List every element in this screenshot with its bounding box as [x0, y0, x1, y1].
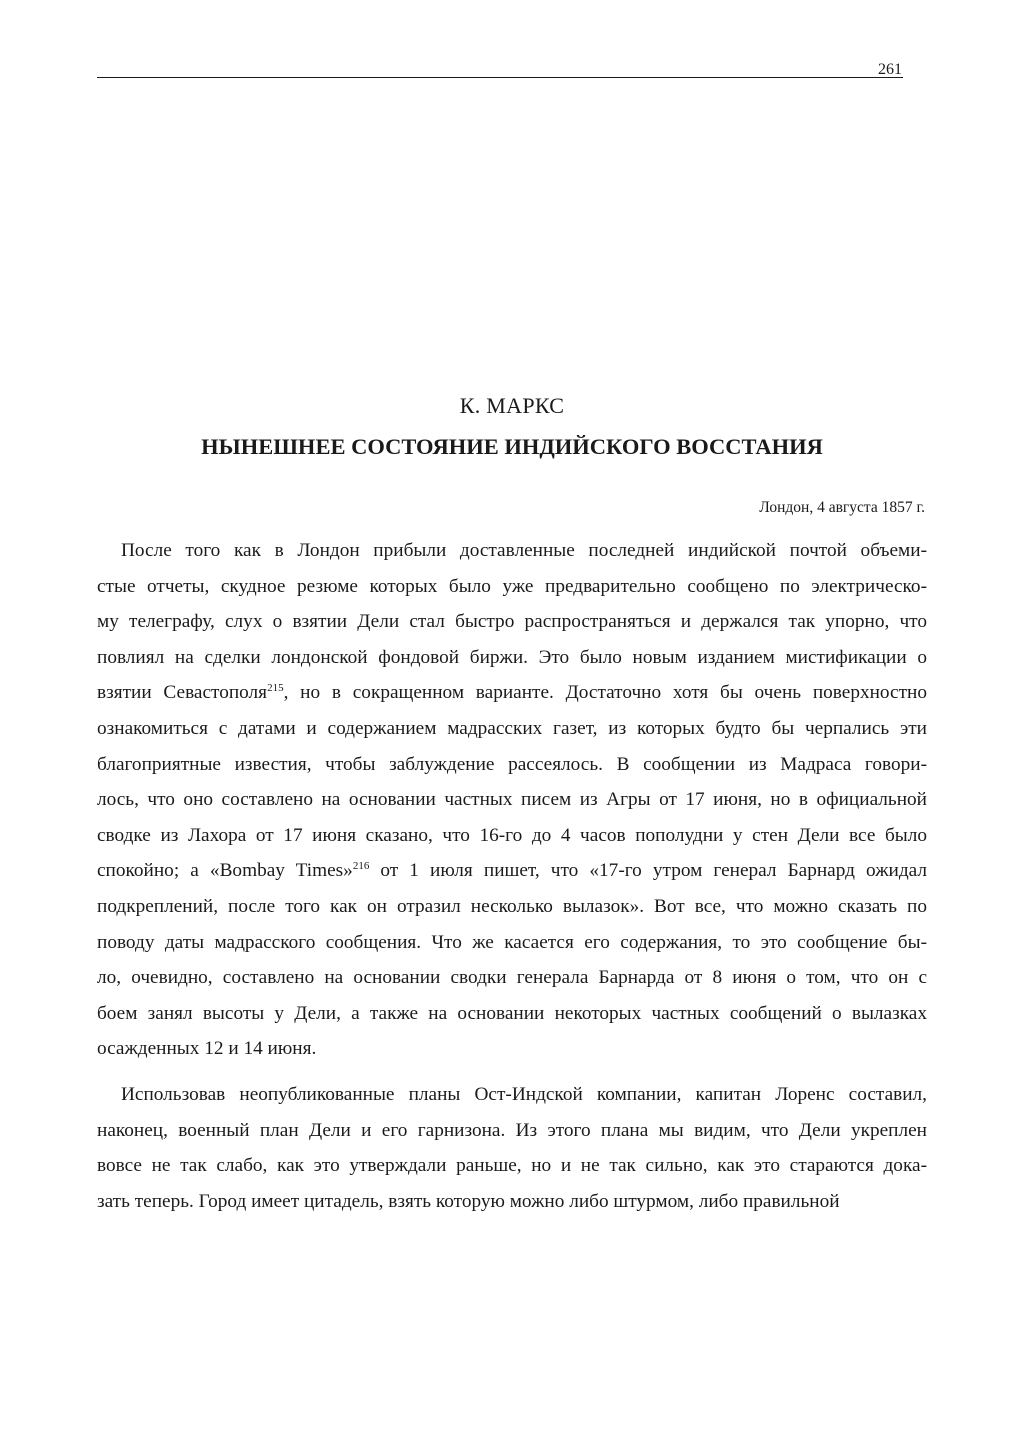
text-line: стые отчеты, скудное резюме которых было уже предварительно сообщено по электрическо- [97, 575, 927, 597]
paragraph [97, 533, 927, 1067]
text-line: благоприятные известия, чтобы заблуждение рассеялось. В сообщении из Мадраса говори- [97, 753, 927, 775]
text-line: му телеграфу, слух о взятии Дели стал быстро распространяться и держался так упорно, что [97, 611, 927, 633]
text-segment: взятии Севастополя [97, 682, 268, 704]
text-line: наконец, военный план Дели и его гарнизона. Из этого плана мы видим, что Дели укреплен [97, 1119, 927, 1141]
footnote-marker: 216 [352, 860, 370, 873]
text-segment: , но в сокращенном варианте. Достаточно хотя бы очень поверхностно [283, 682, 927, 704]
text-line: Использовав неопубликованные планы Ост-Индской компании, капитан Лоренс составил, [121, 1083, 927, 1105]
page-number: 261 [878, 61, 902, 78]
header-rule [97, 77, 903, 78]
article-author: К. МАРКС [459, 393, 565, 418]
text-line: подкреплений, после того как он отразил несколько вылазок». Вот все, что можно сказать по [97, 895, 927, 917]
text-line: ознакомиться с датами и содержанием мадрасских газет, из которых будто бы черпались эти [97, 717, 927, 739]
text-segment: от 1 июля пишет, что «17-го утром генерал Барнард ожидал [369, 860, 927, 882]
text-line: боем занял высоты у Дели, а также на основании некоторых частных сообщений о вылазках [97, 1002, 927, 1024]
text-line: зать теперь. Город имеет цитадель, взять которую можно либо штурмом, либо правильной [97, 1190, 840, 1212]
text-line: лось, что оно составлено на основании частных писем из Агры от 17 июня, но в официальной [97, 789, 927, 811]
article-title: НЫНЕШНЕЕ СОСТОЯНИЕ ИНДИЙСКОГО ВОССТАНИЯ [201, 434, 823, 459]
article-body [97, 533, 927, 1219]
dateline: Лондон, 4 августа 1857 г. [759, 499, 925, 516]
text-line: поводу даты мадрасского сообщения. Что же касается его содержания, то это сообщение бы- [97, 931, 927, 953]
text-line: вовсе не так слабо, как это утверждали раньше, но и не так сильно, как это стараются дока- [97, 1155, 927, 1177]
text-line [97, 675, 927, 711]
footnote-marker: 215 [267, 682, 284, 695]
paragraph [97, 1077, 927, 1219]
text-line [97, 853, 927, 889]
text-line: осажденных 12 и 14 июня. [97, 1038, 317, 1060]
text-line: После того как в Лондон прибыли доставленные последней индийской почтой объеми- [121, 540, 927, 561]
text-line: повлиял на сделки лондонской фондовой биржи. Это было новым изданием мистификации о [97, 646, 927, 668]
text-line: ло, очевидно, составлено на основании сводки генерала Барнарда от 8 июня о том, что он с [97, 967, 927, 989]
text-line: сводке из Лахора от 17 июня сказано, что 16-го до 4 часов пополудни у стен Дели все было [97, 824, 927, 846]
text-segment: спокойно; а «Bombay Times» [97, 860, 353, 882]
